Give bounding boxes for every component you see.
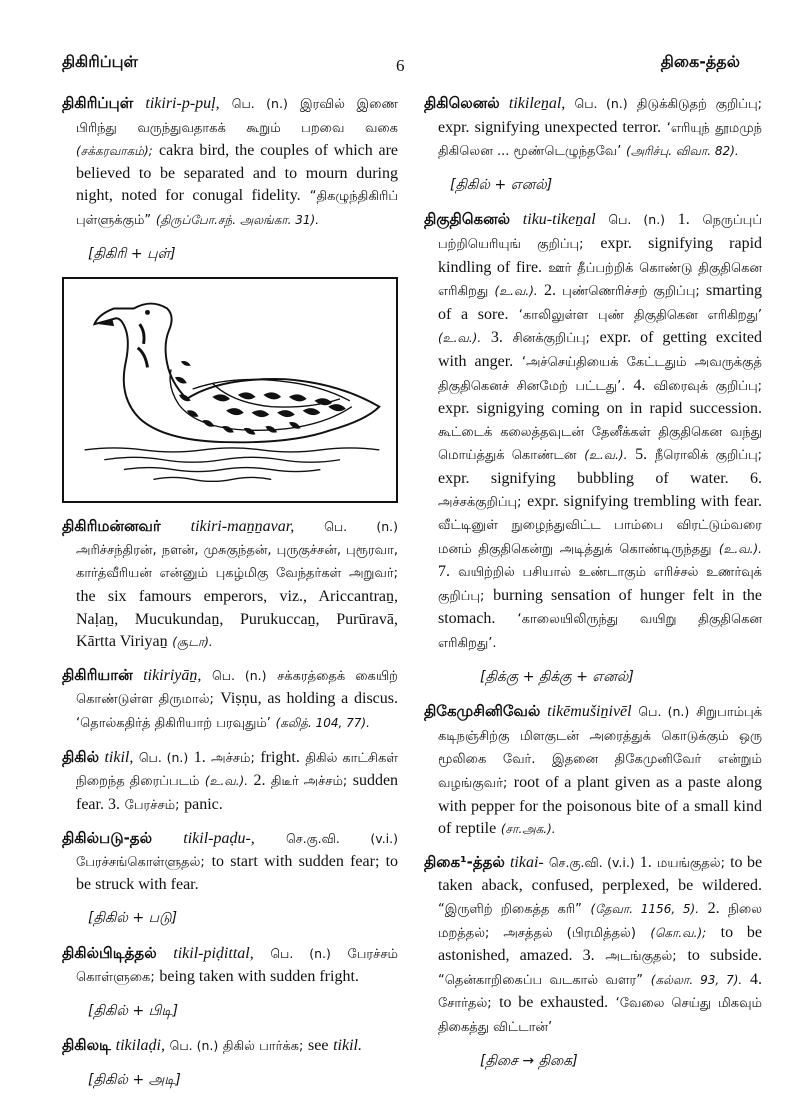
citation: (உ.வ.).: [584, 448, 628, 463]
transliteration: tikēmušiṉivēl: [547, 703, 632, 721]
english-gloss: the six famours emperors, viz., Ariccantraṉ, Naḷaṉ, Mucukundaṉ, Purukuccaṉ, Purūravā, Kārtta Viriyaṉ: [76, 587, 398, 651]
dictionary-entry: [424, 700, 762, 841]
citation: (கலித். 104, 77).: [275, 715, 370, 730]
grammar-label: செ.கு.வி. (v.i.): [286, 831, 398, 847]
tamil-text: பேரச்சம் கொள்ளுகை;: [76, 946, 398, 986]
etymology: [திகிரி + புள்]: [88, 245, 176, 262]
transliteration: tikileṉal,: [508, 95, 566, 112]
english-gloss: sudden fear. 3.: [76, 772, 399, 813]
etymology: [திக்கு + திக்கு + எனல்]: [480, 668, 634, 685]
page-number: 6: [396, 56, 405, 75]
tamil-text: ஊர் தீப்பற்றிக் கொண்டு திகுதிகென எரிகிறது: [438, 260, 762, 300]
english-gloss: expr. signifying trembling with fear.: [527, 492, 763, 510]
english-gloss: 1.: [677, 211, 690, 229]
tamil-text: ‘வேலை செய்து மிகவும் திகைத்து விட்டான்’: [438, 996, 763, 1035]
tamil-text: நீரொலிக் குறிப்பு;: [654, 448, 763, 464]
english-gloss: expr. of getting excited with anger.: [438, 329, 763, 370]
english-gloss: cakra bird, the couples of which are believed to be separated and to mourn during night, noted for conugal fidelity.: [76, 142, 398, 205]
grammar-label: பெ. (n.): [211, 667, 267, 683]
english-gloss: to be exhausted.: [499, 994, 609, 1012]
english-gloss: 5.: [635, 446, 648, 464]
tamil-text: சினக்குறிப்பு;: [512, 331, 590, 347]
headword: திகேமுசினிவேல்: [424, 702, 541, 721]
transliteration: tikil-piḍittal,: [173, 944, 254, 962]
english-gloss: expr. signifying rapid kindling of fire.: [438, 234, 763, 276]
tamil-text: சக்கரத்தைக் கையிற் கொண்டுள்ள திருமால்;: [76, 668, 399, 708]
tamil-text: நிலை மறத்தல்; அசத்தல் (பிரமித்தல்): [438, 902, 762, 941]
citation: (உ.வ.).: [204, 774, 249, 789]
tamil-text: ‘காலிலுள்ள புண் திகுதிகென எரிகிறது’: [518, 307, 762, 323]
right-column: [424, 92, 762, 1084]
grammar-label: பெ. (n.): [169, 1038, 219, 1054]
tamil-text: ‘அச்செய்தியைக் கேட்டதும் அவருக்குத் திகுதிகெனச் சினமேற் பட்டது’.: [438, 354, 763, 394]
transliteration: tikil,: [104, 748, 134, 766]
tamil-text: அச்சக்குறிப்பு;: [438, 494, 522, 510]
tamil-text: திடுக்கிடுதற் குறிப்பு;: [636, 97, 763, 112]
grammar-label: பெ. (n.): [324, 519, 398, 535]
tamil-text: சிறுபாம்புக் கடிநஞ்சிற்கு மிளகுடன் அரைத்துக் கொடுக்கும் ஒரு மூலிகை வேர். இதனை திகேமுனிவேர் என்றும் வழங்குவர்;: [438, 705, 763, 792]
dictionary-entry: [62, 827, 398, 897]
headword: திகை¹-த்தல்: [424, 852, 505, 871]
english-gloss: expr. signigying coming on in rapid succession.: [438, 400, 762, 418]
grammar-label: பெ. (n.): [231, 96, 288, 111]
transliteration: tikiri-maṉṉavar,: [190, 518, 295, 536]
etymology: [திகில் + எனல்]: [450, 176, 553, 193]
citation: (கல்லா. 93, 7).: [650, 972, 743, 987]
dictionary-entry: [62, 515, 398, 654]
dictionary-entry: [62, 92, 398, 233]
citation: (உ.வ.).: [438, 331, 482, 346]
tamil-text: “இருளிற் றிகைத்த கரி”: [438, 902, 582, 917]
english-gloss: to be astonished, amazed. 3.: [438, 923, 762, 965]
tamil-text: “திகழுந்திகிரிப் புள்ளுக்கும்”: [76, 189, 398, 228]
transliteration: tikilaḍi,: [115, 1037, 165, 1055]
tamil-text: திகில் பார்க்க;: [222, 1039, 304, 1055]
english-gloss: to subside.: [687, 947, 763, 965]
grammar-label: பெ. (n.): [574, 96, 628, 111]
english-gloss: being taken with sudden fright.: [159, 968, 359, 986]
transliteration: tiku-tikeṉal: [522, 211, 596, 229]
dictionary-entry: [62, 1034, 398, 1059]
citation: (தேவா. 1156, 5).: [590, 902, 700, 916]
tamil-text: வயிற்றில் பசியால் உண்டாகும் எரிச்சல் உணர்வுக் குறிப்பு;: [438, 565, 762, 604]
citation: (சக்கரவாகம்);: [76, 144, 153, 159]
etymology: [திசை → திகை]: [480, 1052, 578, 1069]
english-gloss: 4.: [633, 376, 646, 394]
english-gloss: 4.: [750, 970, 762, 988]
dictionary-entry: [62, 942, 398, 990]
grammar-label: பெ. (n.): [638, 704, 690, 720]
headword: திகிரியான்: [62, 665, 133, 684]
tamil-text: சோர்தல்;: [438, 996, 492, 1012]
headword: திகில்பிடித்தல்: [62, 943, 157, 962]
dictionary-entry: [424, 208, 762, 655]
running-head-left: திகிரிப்புள்: [62, 52, 138, 71]
english-gloss: see: [308, 1037, 329, 1055]
english-gloss: 2.: [543, 282, 556, 300]
tamil-text: அச்சம்;: [211, 750, 255, 766]
left-column: [62, 92, 398, 1104]
tamil-text: இரவில் இணை பிரிந்து வருந்துவதாகக் கூறும் பறவை வகை: [76, 97, 398, 136]
headword: திகில்படு-தல்: [62, 829, 153, 848]
tamil-text: அடங்குதல்;: [605, 949, 677, 965]
tamil-text: ‘காலையிலிருந்து வயிறு திகுதிகென எரிகிறது’.: [438, 612, 762, 652]
english-gloss: panic.: [184, 795, 223, 813]
english-gloss: 2.: [707, 900, 720, 917]
transliteration: tikiriyāṉ,: [143, 666, 202, 684]
etymology: [திகில் + பிடி]: [88, 1002, 179, 1019]
headword: திகிலடி: [62, 1036, 111, 1055]
english-gloss: smarting of a sore.: [438, 282, 762, 323]
tamil-text: மயங்குதல்;: [656, 855, 725, 871]
citation: (சூடா).: [172, 635, 213, 650]
english-gloss: 7.: [438, 563, 450, 581]
transliteration: tikai-: [509, 853, 544, 871]
citation: (உ.வ.).: [494, 284, 538, 299]
tamil-text: விரைவுக் குறிப்பு;: [653, 378, 762, 394]
headword: திகில்: [62, 747, 100, 766]
english-gloss: 2.: [253, 772, 266, 790]
tamil-text: புண்ணெரிச்சற் குறிப்பு;: [562, 284, 700, 300]
english-gloss: to be taken aback, confused, perplexed, be wildered.: [438, 853, 763, 895]
headword: திகிரிப்புள்: [62, 94, 134, 112]
english-gloss: expr. signifying bubbling of water. 6.: [438, 469, 762, 487]
transliteration: tikil-paḍu-,: [183, 830, 255, 848]
english-gloss: 3.: [490, 329, 503, 347]
dictionary-entry: [62, 664, 398, 736]
headword: திகுதிகெனல்: [424, 210, 511, 229]
english-gloss: expr. signifying unexpected terror.: [438, 118, 662, 136]
citation: (திருப்போ.சந். அலங்கா. 31).: [155, 212, 320, 227]
english-gloss: burning sensation of hunger felt in the stomach.: [438, 586, 763, 628]
tamil-text: நெருப்புப் பற்றியெரியுங் குறிப்பு;: [438, 213, 762, 252]
grammar-label: பெ. (n.): [138, 749, 189, 765]
citation: (உ.வ.).: [718, 541, 762, 556]
english-gloss: Viṣṇu, as holding a discus.: [220, 690, 398, 708]
grammar-label: பெ. (n.): [270, 945, 331, 961]
tamil-text: திகில் காட்சிகள் நிறைந்த திரைப்படம்: [76, 750, 399, 790]
grammar-label: செ.கு.வி. (v.i.): [548, 854, 635, 870]
tamil-text: ‘எரியுந் தூமமுந் திகிலென ... மூண்டெழுந்தவே’: [438, 120, 762, 160]
english-gloss: fright.: [260, 748, 300, 766]
running-head-right: திகை-த்தல்: [660, 52, 740, 71]
dictionary-entry: [62, 746, 398, 818]
english-gloss: 1.: [193, 748, 206, 766]
transliteration: tikil.: [333, 1037, 362, 1055]
tamil-text: “தென்காறிகைப்ப வடகால் வளர”: [438, 972, 644, 988]
dictionary-entry: [424, 92, 762, 164]
tamil-text: அரிச்சந்திரன், நளன், முசுகுந்தன், புருகுச்சன், புரூரவா, கார்த்வீரியன் என்னும் புகழ்மிகு வேந்தர்கள் அறுவர்;: [76, 542, 398, 582]
dictionary-entry: [424, 851, 762, 1040]
grammar-label: பெ. (n.): [608, 212, 666, 228]
citation: (கொ.வ.);: [650, 925, 707, 940]
headword: திகிலெனல்: [424, 94, 500, 112]
etymology: [திகில் + படு]: [88, 910, 178, 927]
duck-illustration: [62, 277, 398, 503]
tamil-text: வீட்டினுள் நுழைந்துவிட்ட பாம்பை விரட்டும்வரை மனம் திகுதிகென்று அடித்துக் கொண்டிருந்தது: [438, 518, 762, 557]
english-gloss: 1.: [639, 853, 652, 871]
headword: திகிரிமன்னவர்: [62, 517, 161, 536]
tamil-text: கூட்டைக் கலைத்தவுடன் தேனீக்கள் திகுதிகென வந்து மொய்த்துக் கொண்டன: [438, 424, 762, 464]
tamil-text: பேரச்சம்;: [124, 797, 180, 813]
citation: (அரிச்பு. விவா. 82).: [626, 144, 739, 159]
tamil-text: பேரச்சங்கொள்ளுதல்;: [76, 854, 205, 870]
tamil-text: திடீர் அச்சம்;: [270, 774, 348, 790]
citation: (சா.அக.).: [500, 822, 556, 837]
etymology: [திகில் + அடி]: [88, 1072, 181, 1089]
english-gloss: root of a plant given as a paste along with pepper for the poisonous bite of a small kind of reptile: [438, 774, 763, 838]
tamil-text: ‘தொல்கதிர்த் திகிரியாற் பரவுதும்’: [76, 715, 271, 731]
transliteration: tikiri-p-puḷ,: [145, 95, 220, 112]
english-gloss: to start with sudden fear; to be struck with fear.: [76, 852, 399, 894]
